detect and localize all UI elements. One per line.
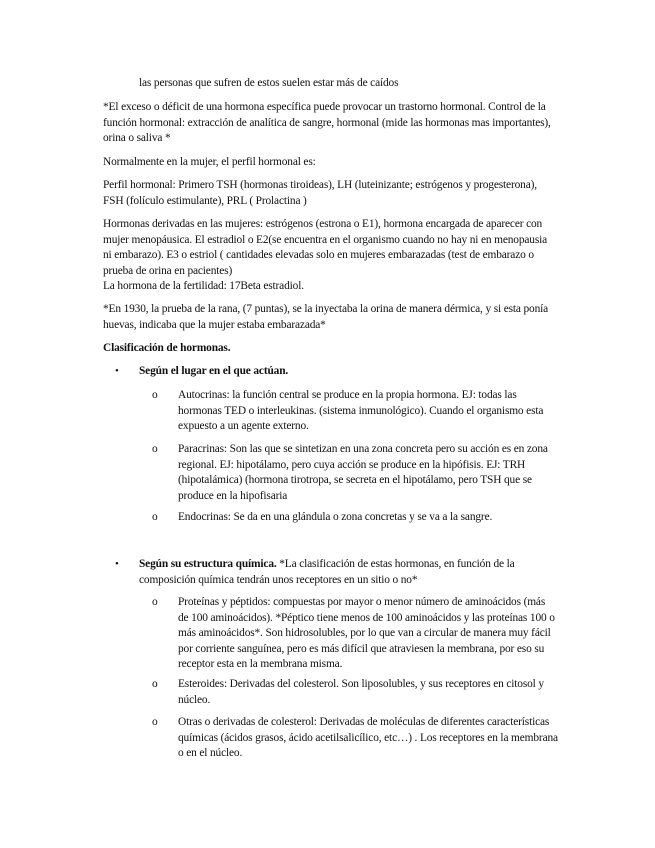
section-heading: Clasificación de hormonas. xyxy=(103,342,231,354)
paragraph-hormonal-profile: Perfil hormonal: Primero TSH (hormonas tiroideas), LH (luteinizante; estrógenos y progesterona), FSH (folículo estimulante), PRL ( Prolactina ) xyxy=(103,179,537,207)
section1-title: Según el lugar en el que actúan. xyxy=(139,365,289,377)
intro-line: las personas que sufren de estos suelen estar más de caídos xyxy=(139,77,399,89)
bullet-mark: • xyxy=(115,365,119,377)
section2-title: Según su estructura química. xyxy=(139,558,277,570)
list-item-esteroides: Esteroides: Derivadas del colesterol. Son liposolubles, y sus receptores en citosol y núcleo. xyxy=(178,678,544,706)
list-item-otras: Otras o derivadas de colesterol: Derivadas de moléculas de diferentes características químicas (ácidos grasos, ácido acetilsalicílico, etc…) . Los receptores en la membrana o en el núcleo. xyxy=(178,716,558,760)
sub-bullet-mark: o xyxy=(152,443,158,455)
paragraph-hormonal-disorder: *El exceso o déficit de una hormona específica puede provocar un trastorno hormonal. Control de la función hormonal: extracción de analítica de sangre, hormonal (mide las hormonas mas importantes), orina o saliva * xyxy=(103,101,551,145)
list-item-proteinas: Proteínas y péptidos: compuestas por mayor o menor número de aminoácidos (más de 100 aminoácidos). *Péptico tiene menos de 100 aminoácidos y las proteínas 100 o más aminoácidos*. Son hidrosolubles, por lo que van a circular de manera muy fácil por corriente sanguínea, pero es más difícil que atraviesen la membrana, por eso su receptor esta en la membrana misma. xyxy=(178,596,555,671)
section2-title-note: *La clasificación de estas hormonas, en función de la composición química tendrán unos receptores en un sitio o no* xyxy=(139,558,515,586)
section2-title-block xyxy=(139,557,559,588)
paragraph-fertility-hormone: La hormona de la fertilidad: 17Beta estradiol. xyxy=(103,280,304,292)
list-item-paracrinas: Paracrinas: Son las que se sintetizan en una zona concreta pero su acción es en zona regional. EJ: hipotálamo, pero cuya acción se produce en la hipófisis. EJ: TRH (hipotalámica) (hormona tirotropa, se secreta en el hipotálamo, pero TSH que se produce en la hipofisaria xyxy=(178,443,548,502)
paragraph-female-profile: Normalmente en la mujer, el perfil hormonal es: xyxy=(103,156,316,168)
paragraph-derived-hormones: Hormonas derivadas en las mujeres: estrógenos (estrona o E1), hormona encargada de aparecer con mujer menopáusica. El estradiol o E2(se encuentra en el organismo cuando no hay ni en menopausia ni embarazo). E3 o estriol ( cantidades elevadas solo en mujeres embarazadas (test de embarazo o prueba de orina en pacientes) xyxy=(103,218,548,277)
sub-bullet-mark: o xyxy=(152,596,158,608)
paragraph-frog-test: *En 1930, la prueba de la rana, (7 puntas), se la inyectaba la orina de manera dérmica, y si esta ponía huevas, indicaba que la mujer estaba embarazada* xyxy=(103,303,549,331)
list-item-endocrinas: Endocrinas: Se da en una glándula o zona concretas y se va a la sangre. xyxy=(178,511,493,523)
sub-bullet-mark: o xyxy=(152,511,158,523)
bullet-mark: • xyxy=(115,558,119,570)
list-item-autocrinas: Autocrinas: la función central se produce en la propia hormona. EJ: todas las hormonas TED o interleukinas. (sistema inmunológico). Cuando el organismo esta expuesto a un agente externo. xyxy=(178,389,544,433)
sub-bullet-mark: o xyxy=(152,678,158,690)
sub-bullet-mark: o xyxy=(152,716,158,728)
sub-bullet-mark: o xyxy=(152,389,158,401)
